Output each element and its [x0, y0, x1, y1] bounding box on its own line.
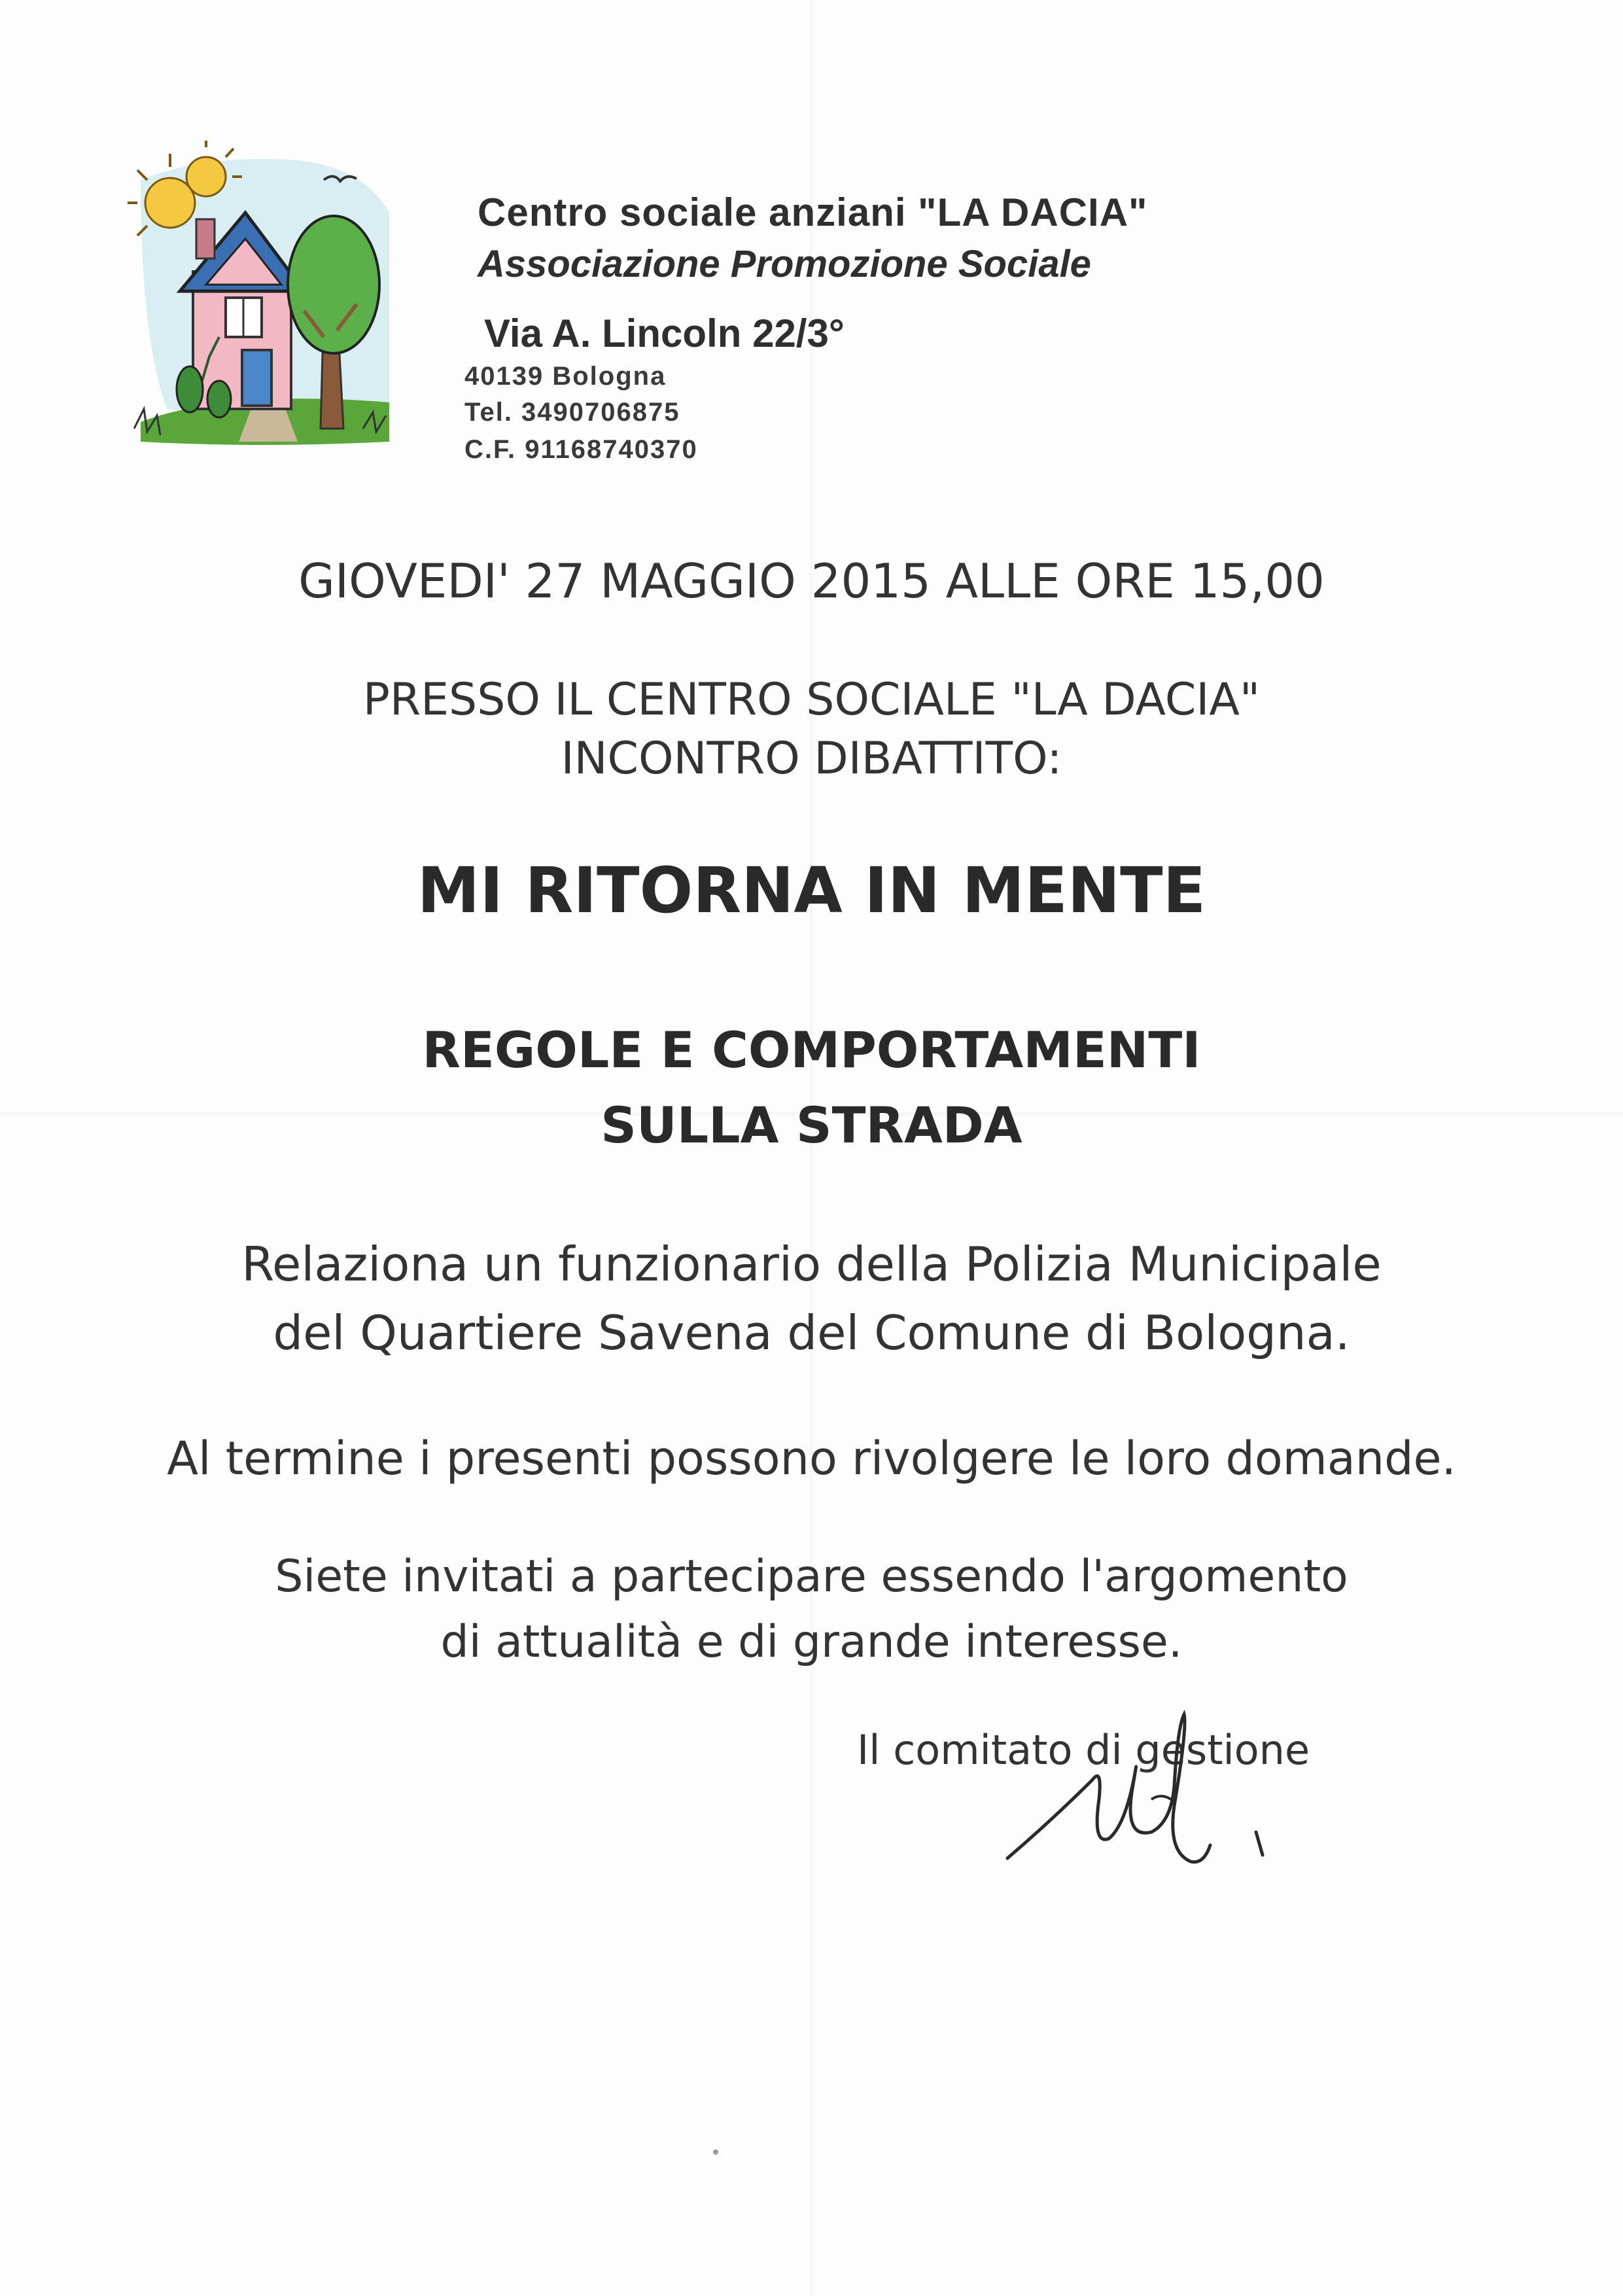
org-phone: Tel. 3490706875 — [464, 398, 680, 427]
org-city: 40139 Bologna — [464, 362, 667, 391]
event-title: MI RITORNA IN MENTE — [417, 854, 1206, 927]
event-date: GIOVEDI' 27 MAGGIO 2015 ALLE ORE 15,00 — [298, 554, 1325, 609]
org-type: Associazione Promozione Sociale — [478, 243, 1091, 285]
org-street: Via A. Lincoln 22/3° — [484, 311, 845, 355]
event-subtitle-line2: SULLA STRADA — [601, 1096, 1022, 1154]
invite-line1: Siete invitati a partecipare essendo l'argomento — [275, 1551, 1348, 1602]
house-tree-sun-icon — [128, 141, 402, 455]
committee-signoff: Il comitato di gestione — [857, 1726, 1310, 1774]
paper-speck — [713, 2149, 718, 2155]
questions-note: Al termine i presenti possono rivolgere le loro domande. — [167, 1432, 1456, 1485]
invite-line2: di attualità e di grande interesse. — [440, 1616, 1183, 1668]
org-tax-code: C.F. 91168740370 — [464, 435, 698, 464]
org-name: Centro sociale anziani "LA DACIA" — [478, 190, 1148, 234]
event-subtitle-line1: REGOLE E COMPORTAMENTI — [422, 1021, 1201, 1079]
speaker-line1: Relaziona un funzionario della Polizia Municipale — [241, 1237, 1382, 1292]
event-venue: PRESSO IL CENTRO SOCIALE "LA DACIA" — [362, 674, 1261, 726]
signature-icon — [994, 1701, 1269, 1898]
event-type: INCONTRO DIBATTITO: — [561, 733, 1062, 785]
speaker-line2: del Quartiere Savena del Comune di Bologna. — [273, 1305, 1350, 1360]
